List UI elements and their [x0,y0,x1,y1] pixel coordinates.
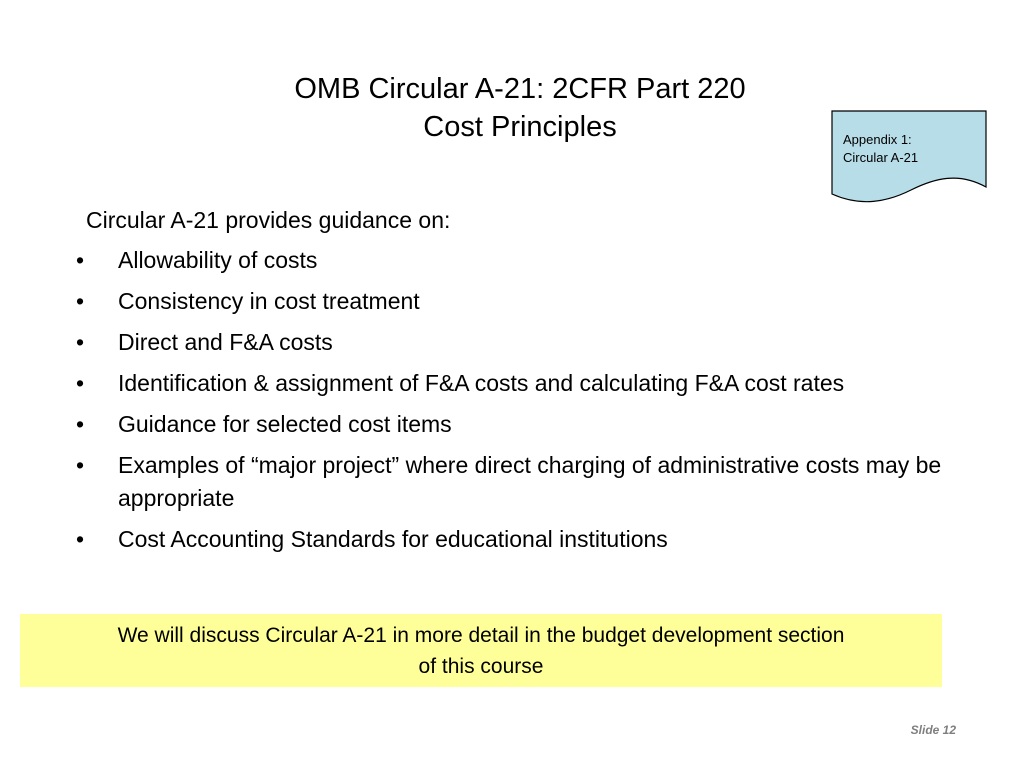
list-item [74,326,974,359]
list-item-text: Consistency in cost treatment [118,288,420,314]
list-item-text: Identification & assignment of F&A costs and calculating F&A cost rates [118,370,845,396]
bullet-icon: • [76,526,85,552]
appendix-line-1: Appendix 1: [843,132,912,147]
list-item [74,449,974,515]
list-item-text: Examples of “major project” where direct charging of administrative costs may be appropriate [118,452,942,511]
callout-line-2: of this course [418,655,544,678]
list-item-text: Allowability of costs [118,247,318,273]
bullet-icon: • [76,247,85,273]
title-line-2: Cost Principles [423,111,617,143]
list-item [74,523,974,556]
bullet-icon: • [76,370,85,396]
list-item [74,408,974,441]
intro-text: Circular A-21 provides guidance on: [86,207,451,233]
callout-line-1: We will discuss Circular A-21 in more detail in the budget development section [117,624,845,647]
slide-number: Slide 12 [910,723,956,737]
list-item [74,285,974,318]
bullet-icon: • [76,288,85,314]
bullet-icon: • [76,329,85,355]
slide-title [170,70,870,146]
list-item-text: Direct and F&A costs [118,329,333,355]
guidance-bullet-list [74,244,974,564]
appendix-line-2: Circular A-21 [843,150,919,165]
bullet-icon: • [76,411,85,437]
bullet-icon: • [76,452,85,478]
list-item-text: Cost Accounting Standards for educational institutions [118,526,668,552]
list-item [74,244,974,277]
appendix-document-shape [831,110,987,206]
list-item-text: Guidance for selected cost items [118,411,452,437]
list-item [74,367,974,400]
appendix-label [843,131,918,167]
callout-note [20,614,942,687]
title-line-1: OMB Circular A-21: 2CFR Part 220 [294,73,746,105]
